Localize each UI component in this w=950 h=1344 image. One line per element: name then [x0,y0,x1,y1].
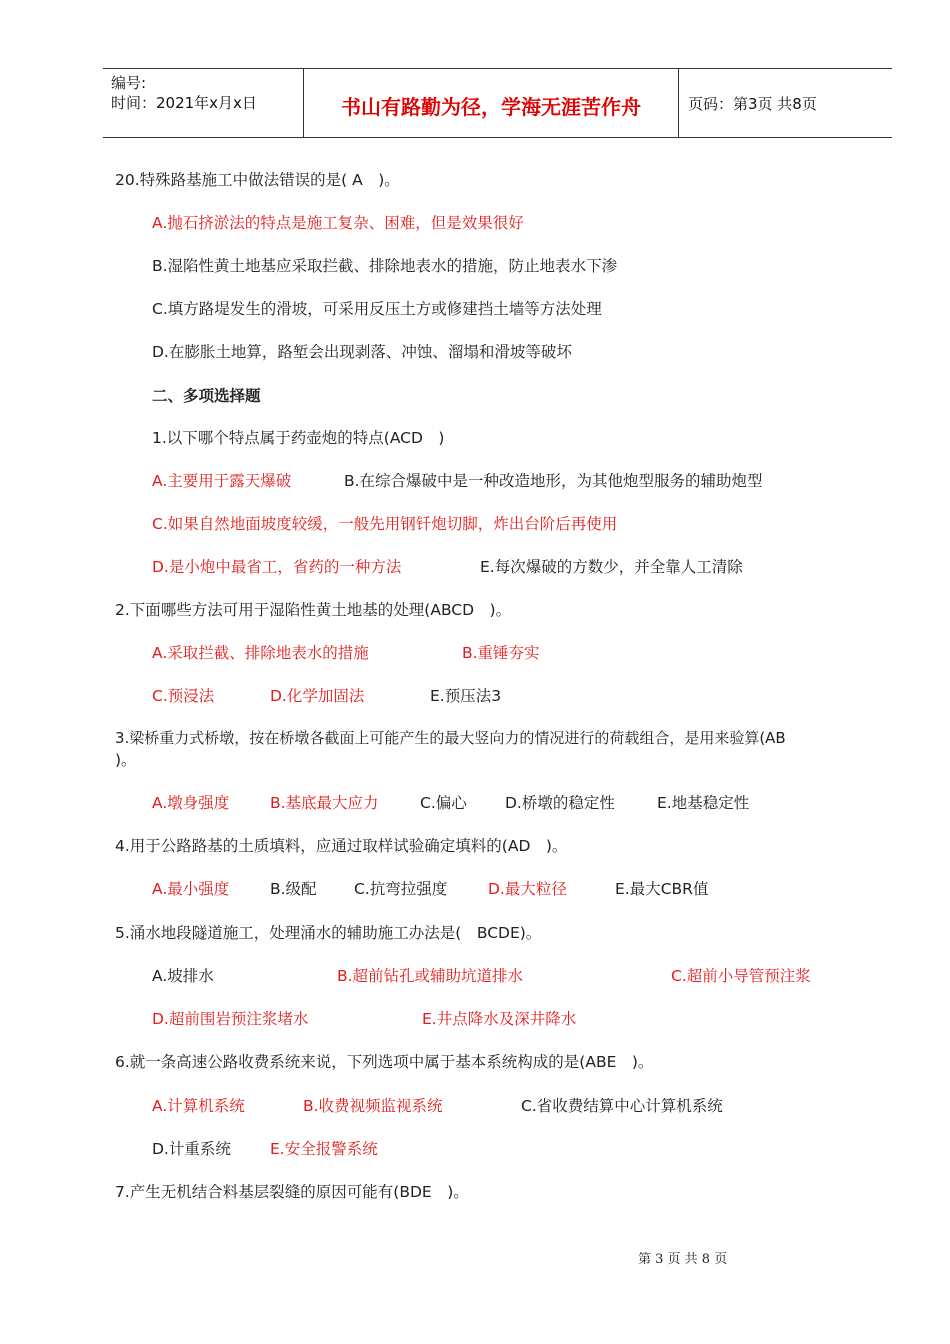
q2-option-b: B.重锤夯实 [462,644,540,662]
q20-option-a: A.抛石挤淤法的特点是施工复杂、困难，但是效果很好 [152,214,524,232]
page-info: 页码：第3页 共8页 [688,95,817,113]
question-3-line-2: )。 [115,751,137,769]
q2-option-e: E.预压法3 [430,687,502,705]
q3-option-a: A.墩身强度 [152,794,230,812]
time-label: 时间：2021年x月x日 [111,94,257,112]
section-heading: 二、多项选择题 [152,387,261,405]
page-footer: 第 3 页 共 8 页 [638,1252,728,1267]
header-motto-cell [303,69,679,137]
q6-option-c: C.省收费结算中心计算机系统 [521,1097,723,1115]
number-label: 编号: [111,74,147,92]
q2-option-c: C.预浸法 [152,687,215,705]
q2-options-row-1 [0,641,950,663]
q4-option-a: A.最小强度 [152,880,230,898]
q4-option-d: D.最大粒径 [488,880,567,898]
q4-option-e: E.最大CBR值 [615,880,709,898]
q2-options-row-2 [0,684,950,706]
q6-options-row-1 [0,1094,950,1116]
motto: 书山有路勤为径，学海无涯苦作舟 [341,95,641,119]
question-4: 4.用于公路路基的土质填料，应通过取样试验确定填料的(AD )。 [115,837,568,855]
q1-option-d: D.是小炮中最省工，省药的一种方法 [152,558,402,576]
q6-option-d: D.计重系统 [152,1140,231,1158]
q5-options-row-1 [0,964,950,986]
q4-option-b: B.级配 [270,880,317,898]
q2-option-d: D.化学加固法 [270,687,365,705]
q20-option-b: B.湿陷性黄土地基应采取拦截、排除地表水的措施，防止地表水下渗 [152,257,618,275]
q6-option-a: A.计算机系统 [152,1097,245,1115]
q20-option-c: C.填方路堤发生的滑坡，可采用反压土方或修建挡土墙等方法处理 [152,300,602,318]
q6-option-e: E.安全报警系统 [270,1140,378,1158]
q4-options-row [0,877,950,899]
q1-options-row-1 [0,469,950,491]
question-5: 5.涌水地段隧道施工，处理涌水的辅助施工办法是( BCDE)。 [115,924,542,942]
q3-option-d: D.桥墩的稳定性 [505,794,615,812]
question-20: 20.特殊路基施工中做法错误的是( A )。 [115,171,400,189]
q1-option-a: A.主要用于露天爆破 [152,472,292,490]
header-meta [103,69,303,137]
q20-option-d: D.在膨胀土地算，路堑会出现剥落、冲蚀、溜塌和滑坡等破坏 [152,343,572,361]
header-page-cell [678,69,892,137]
question-1: 1.以下哪个特点属于药壶炮的特点(ACD ) [152,429,445,447]
page-header [103,68,892,138]
q3-option-c: C.偏心 [420,794,467,812]
q1-option-b: B.在综合爆破中是一种改造地形，为其他炮型服务的辅助炮型 [344,472,763,490]
q6-options-row-2 [0,1137,950,1159]
q5-option-b: B.超前钻孔或辅助坑道排水 [337,967,524,985]
q1-option-e: E.每次爆破的方数少，并全靠人工清除 [480,558,743,576]
question-3-line-1: 3.梁桥重力式桥墩，按在桥墩各截面上可能产生的最大竖向力的情况进行的荷载组合，是用来验算(AB [115,729,786,747]
question-2: 2.下面哪些方法可用于湿陷性黄土地基的处理(ABCD )。 [115,601,512,619]
q5-option-d: D.超前围岩预注浆堵水 [152,1010,309,1028]
question-7: 7.产生无机结合料基层裂缝的原因可能有(BDE )。 [115,1183,469,1201]
q2-option-a: A.采取拦截、排除地表水的措施 [152,644,369,662]
q4-option-c: C.抗弯拉强度 [354,880,448,898]
q6-option-b: B.收费视频监视系统 [303,1097,443,1115]
q5-option-e: E.井点降水及深井降水 [422,1010,577,1028]
q3-options-row [0,791,950,813]
q5-option-c: C.超前小导管预注浆 [671,967,811,985]
q3-option-b: B.基底最大应力 [270,794,379,812]
q3-option-e: E.地基稳定性 [657,794,750,812]
q5-options-row-2 [0,1007,950,1029]
q1-options-row-3 [0,555,950,577]
q1-option-c: C.如果自然地面坡度较缓，一般先用钢钎炮切脚，炸出台阶后再使用 [152,515,618,533]
question-6: 6.就一条高速公路收费系统来说，下列选项中属于基本系统构成的是(ABE )。 [115,1053,654,1071]
q5-option-a: A.坡排水 [152,967,214,985]
